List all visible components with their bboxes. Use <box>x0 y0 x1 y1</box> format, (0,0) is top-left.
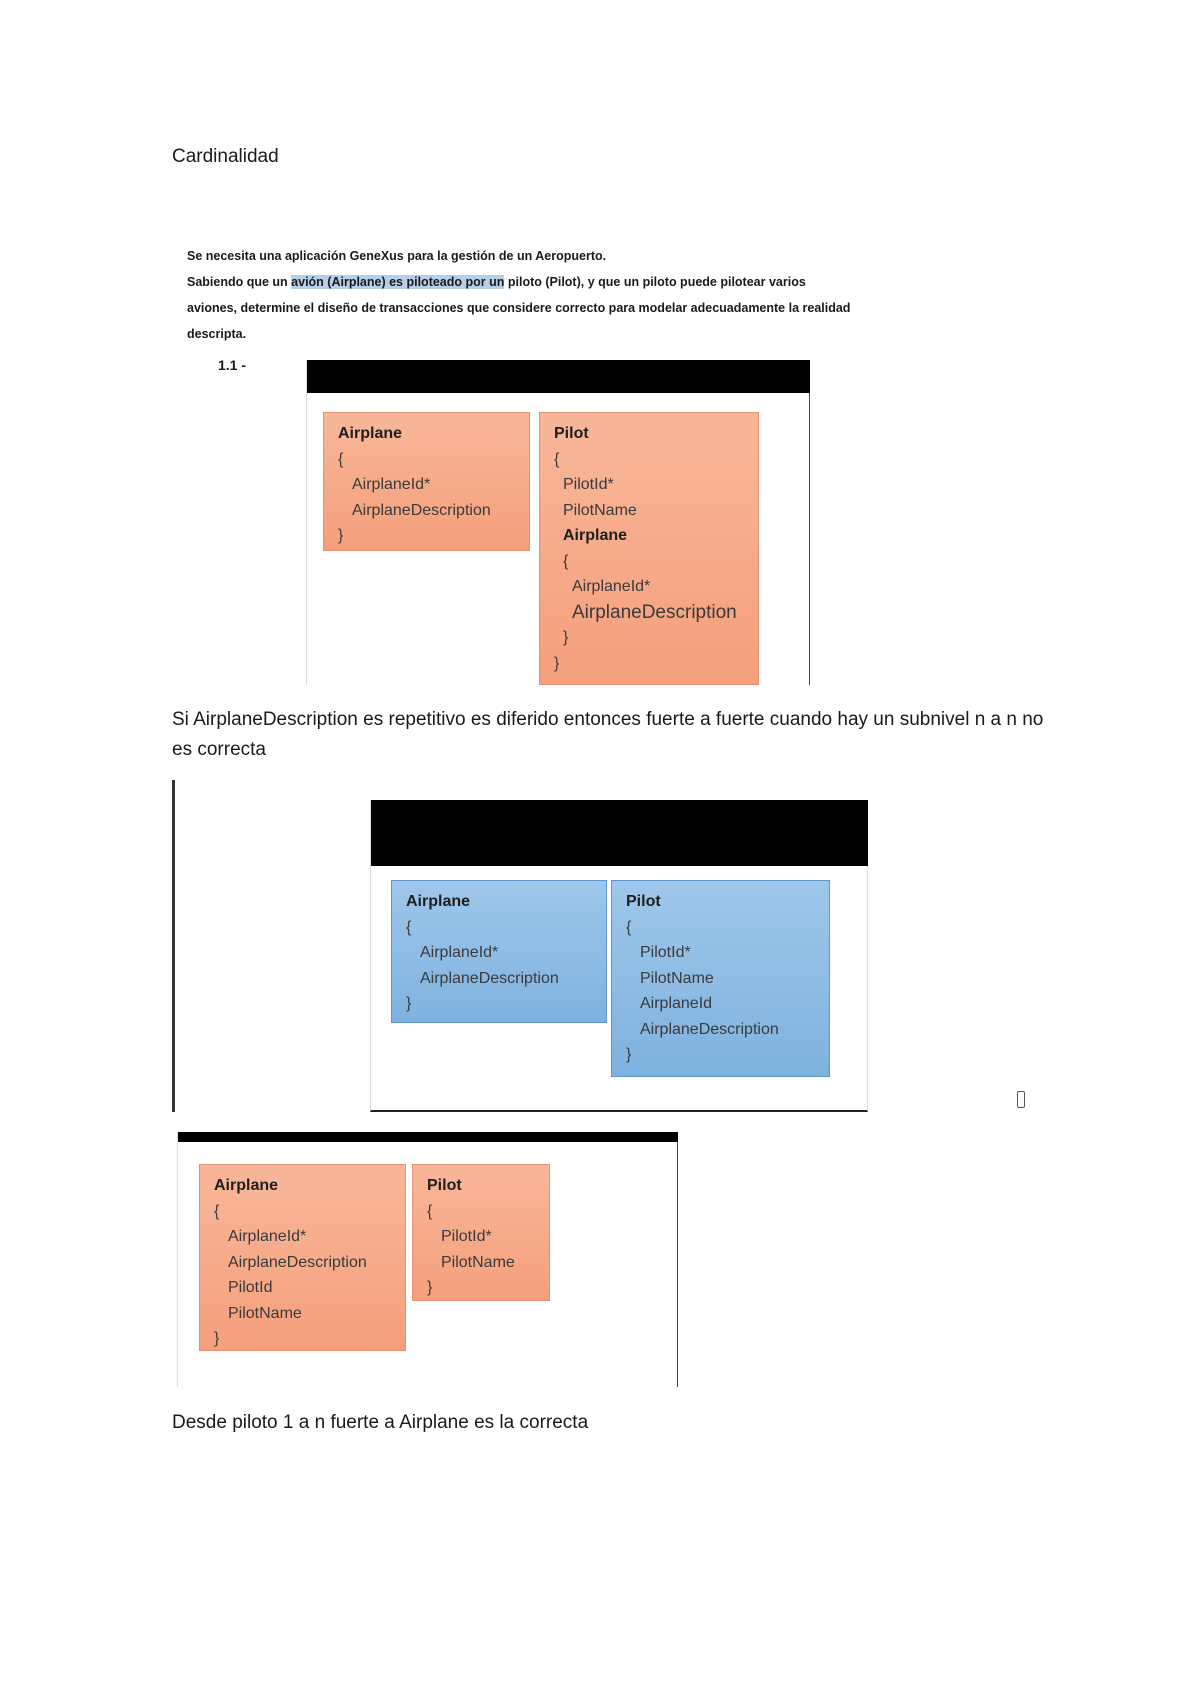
attribute: PilotId <box>228 1279 273 1296</box>
attribute: AirplaneDescription <box>352 501 491 519</box>
diagram-1 <box>306 360 810 685</box>
diagram-3-airplane-box <box>199 1164 406 1351</box>
close-brace: } <box>427 1279 433 1296</box>
attribute: PilotId* <box>441 1228 492 1245</box>
diagram-1-header-bar <box>307 360 810 393</box>
transaction-name: Airplane <box>214 1177 279 1194</box>
attribute: PilotId* <box>563 476 614 493</box>
sublevel-attribute: AirplaneDescription <box>572 601 737 623</box>
open-brace: { <box>406 918 412 936</box>
attribute: PilotName <box>640 969 714 987</box>
task-line-2-start: Sabiendo que un <box>187 275 292 289</box>
close-brace: } <box>626 1046 632 1063</box>
attribute: PilotName <box>228 1304 302 1322</box>
attribute: PilotName <box>441 1253 515 1271</box>
diagram-2-header-bar <box>371 800 868 866</box>
diagram-2 <box>370 800 868 1112</box>
attribute: PilotId* <box>640 944 691 961</box>
close-brace: } <box>554 654 560 672</box>
transaction-name: Airplane <box>338 425 403 442</box>
text-cursor-icon <box>1017 1091 1025 1108</box>
sublevel-name: Airplane <box>563 527 628 544</box>
transaction-name: Pilot <box>427 1177 462 1194</box>
attribute: AirplaneId* <box>420 944 499 961</box>
diagram-2-airplane-box <box>391 880 607 1023</box>
close-brace: } <box>214 1330 220 1347</box>
sublevel-attribute: AirplaneId* <box>572 578 651 595</box>
task-line-2 <box>187 269 887 295</box>
attribute: AirplaneId <box>640 995 713 1012</box>
task-line-3: aviones, determine el diseño de transacciones que considere correcto para modelar adecuadamente la realidad <box>187 301 851 315</box>
paragraph-2: Desde piloto 1 a n fuerte a Airplane es la correcta <box>172 1412 589 1433</box>
diagram-1-airplane-box <box>323 412 530 551</box>
task-line-4: descripta. <box>187 327 247 341</box>
task-statement <box>187 243 887 347</box>
attribute: PilotName <box>563 501 637 519</box>
task-number: 1.1 - <box>218 357 247 373</box>
attribute: AirplaneId* <box>352 476 431 493</box>
attribute: AirplaneDescription <box>640 1020 779 1038</box>
transaction-name: Airplane <box>406 893 471 910</box>
diagram-3-pilot-box <box>412 1164 550 1301</box>
diagram-2-pilot-box <box>611 880 830 1077</box>
attribute: AirplaneDescription <box>228 1253 367 1271</box>
attribute: AirplaneDescription <box>420 969 559 987</box>
attribute: AirplaneId* <box>228 1228 307 1245</box>
open-brace: { <box>554 450 560 468</box>
open-brace: { <box>338 450 344 468</box>
transaction-name: Pilot <box>554 425 589 442</box>
open-brace: { <box>626 918 632 936</box>
close-brace: } <box>406 995 412 1012</box>
diagram-3 <box>177 1132 678 1387</box>
sublevel-open-brace: { <box>563 552 569 570</box>
transaction-name: Pilot <box>626 893 661 910</box>
task-line-1: Se necesita una aplicación GeneXus para la gestión de un Aeropuerto. <box>187 249 607 263</box>
close-brace: } <box>338 527 344 544</box>
open-brace: { <box>427 1202 433 1220</box>
task-highlight: avión (Airplane) es piloteado por un <box>291 275 505 289</box>
task-line-2-end: piloto (Pilot), y que un piloto puede pilotear varios <box>504 275 806 289</box>
paragraph-1: Si AirplaneDescription es repetitivo es diferido entonces fuerte a fuerte cuando hay un subnivel n a n no es correcta <box>172 709 1044 760</box>
sublevel-close-brace: } <box>563 629 569 646</box>
diagram-1-pilot-box <box>539 412 759 685</box>
page-title: Cardinalidad <box>172 146 279 167</box>
open-brace: { <box>214 1202 220 1220</box>
left-vertical-rule <box>172 780 175 1112</box>
diagram-3-header-bar <box>178 1132 678 1142</box>
